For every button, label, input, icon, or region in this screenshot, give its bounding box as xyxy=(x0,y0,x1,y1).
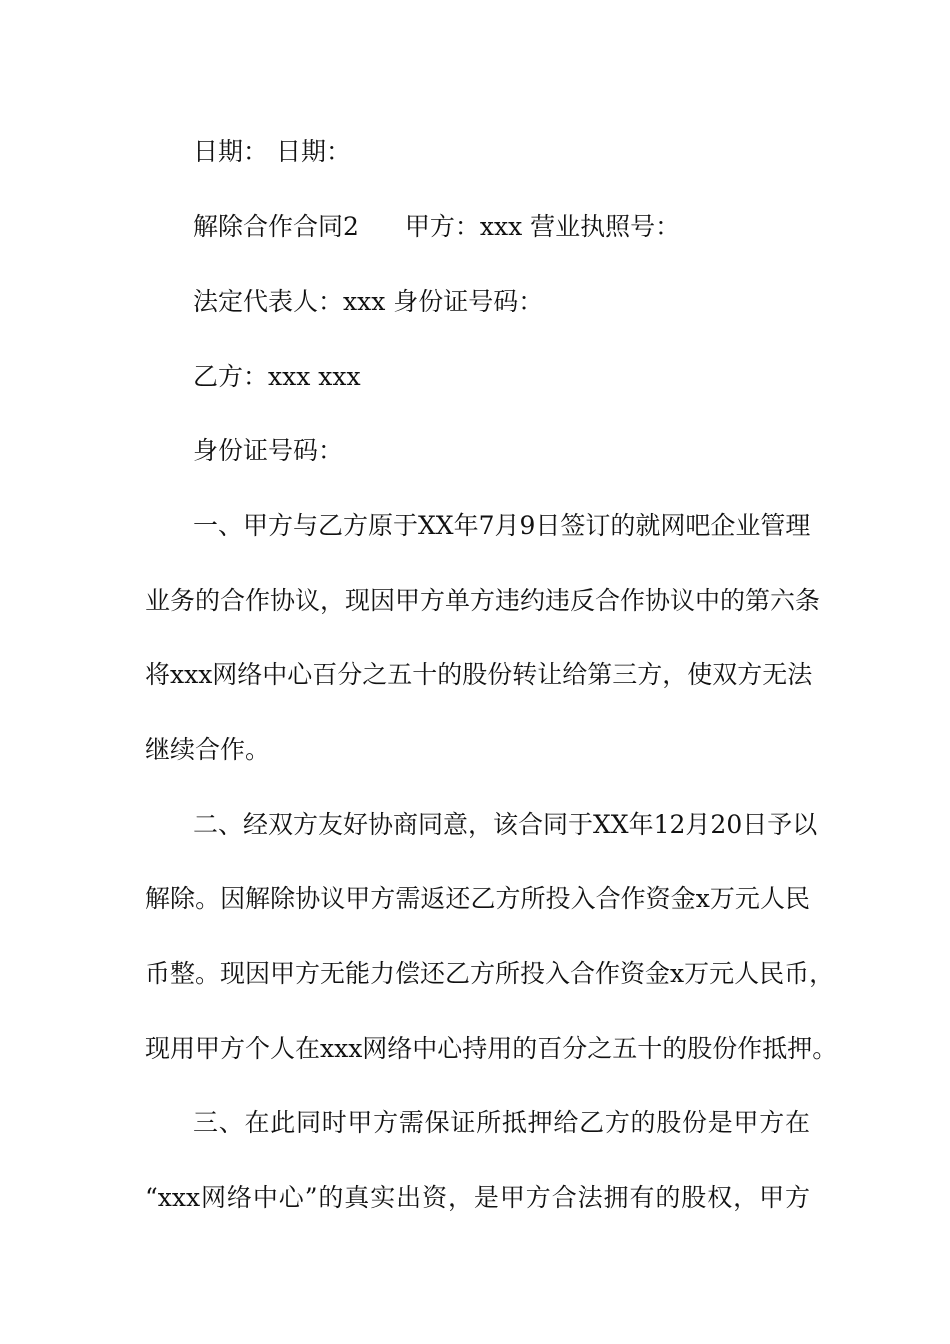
party-a-license: 甲方：xxx 营业执照号： xyxy=(404,212,681,241)
clause-1-text-2: 业务的合作协议，现因甲方单方违约违反合作协议中的第六条 xyxy=(145,586,821,615)
clause-3-text-1: 三、在此同时甲方需保证所抵押给乙方的股份是甲方在 xyxy=(193,1108,810,1137)
clause-2-line-4 xyxy=(145,1034,838,1064)
clause-2-text-2: 解除。因解除协议甲方需返还乙方所投入合作资金x万元人民 xyxy=(145,884,810,913)
clause-2-text-1: 二、经双方友好协商同意，该合同于XX年12月20日予以 xyxy=(193,810,818,839)
contract-title: 解除合作合同2 xyxy=(193,212,359,241)
clause-3-line-1 xyxy=(193,1108,810,1138)
clause-1-line-3 xyxy=(145,660,813,690)
clause-2-line-3 xyxy=(145,959,835,989)
date-line xyxy=(193,137,810,167)
contract-title-line xyxy=(193,212,810,242)
party-b-text: 乙方：xxx xxx xyxy=(193,362,361,391)
clause-1-line-1 xyxy=(193,511,810,541)
id-number-line xyxy=(193,436,810,466)
party-b-line xyxy=(193,362,810,392)
clause-1-line-4 xyxy=(145,735,810,765)
clause-2-line-2 xyxy=(145,884,810,914)
id-number-text: 身份证号码： xyxy=(193,436,344,465)
clause-2-line-1 xyxy=(193,810,818,840)
clause-1-text-1: 一、甲方与乙方原于XX年7月9日签订的就网吧企业管理 xyxy=(193,511,811,540)
clause-3-text-2: “xxx网络中心”的真实出资，是甲方合法拥有的股权，甲方 xyxy=(145,1183,810,1212)
clause-3-line-2 xyxy=(145,1183,810,1213)
clause-1-text-4: 继续合作。 xyxy=(145,735,271,764)
date-text: 日期： 日期： xyxy=(193,137,351,166)
clause-1-text-3: 将xxx网络中心百分之五十的股份转让给第三方，使双方无法 xyxy=(145,660,813,689)
legal-representative-line xyxy=(193,287,810,317)
clause-2-text-4: 现用甲方个人在xxx网络中心持用的百分之五十的股份作抵押。 xyxy=(145,1034,838,1063)
clause-2-text-3: 币整。现因甲方无能力偿还乙方所投入合作资金x万元人民币， xyxy=(145,959,835,988)
legal-representative-text: 法定代表人：xxx 身份证号码： xyxy=(193,287,544,316)
clause-1-line-2 xyxy=(145,586,821,616)
